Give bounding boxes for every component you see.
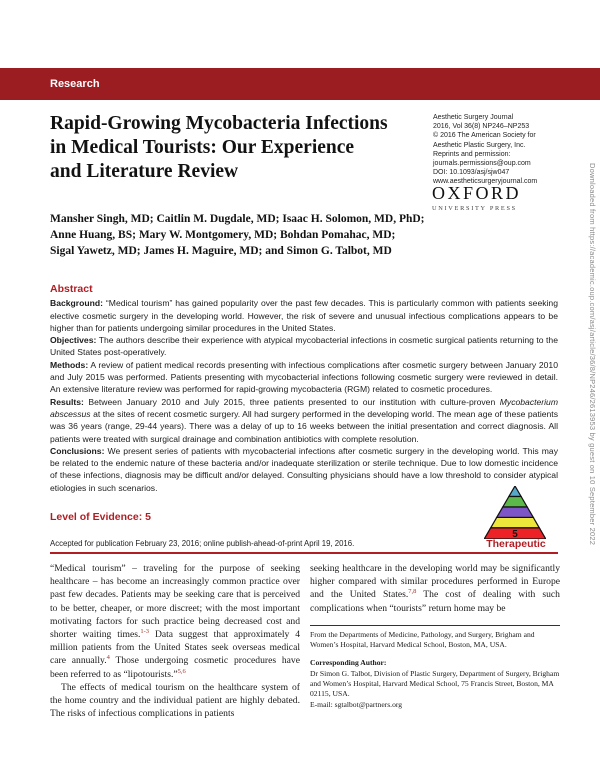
pyramid-tier-3 bbox=[497, 507, 534, 517]
abstract-section bbox=[50, 283, 558, 494]
article-title-line: Rapid-Growing Mycobacteria Infections bbox=[50, 113, 388, 134]
abstract-objectives bbox=[50, 334, 558, 359]
abstract-objectives-text: The authors describe their experience with atypical mycobacterial infections in cosmetic surgical patients returning to the United States post-operatively. bbox=[50, 335, 558, 358]
citation-ref-link[interactable]: 1-3 bbox=[140, 627, 150, 635]
body-paragraph bbox=[310, 562, 560, 615]
publisher-name: OXFORD bbox=[432, 183, 522, 203]
body-text: Those undergoing cosmetic procedures have been referred to as “lipotourists.” bbox=[50, 655, 300, 680]
journal-citation-block bbox=[433, 113, 568, 187]
download-provenance-watermark: Downloaded from https://academic.oup.com/asj/article/36/8/NP246/2613953 by guest on 10 September 2022 bbox=[588, 163, 597, 546]
abstract-results bbox=[50, 396, 558, 445]
pyramid-graphic bbox=[484, 486, 546, 539]
body-text: Data suggest that approximately 4 million patients from the United States seek overseas medical care annually. bbox=[50, 629, 300, 667]
journal-doi[interactable]: DOI: 10.1093/asj/sjw047 bbox=[433, 169, 510, 177]
journal-name: Aesthetic Surgery Journal bbox=[433, 114, 514, 121]
body-text: “Medical tourism” – traveling for the purpose of seeking healthcare – has become an increasingly common practice over past few decades. Patients may be seeking care that is perceived to be better, cheaper, or more discreet; with the most important motivating factors for such practice being decreased cost and shorter waiting times. bbox=[50, 563, 300, 641]
author-list-line: Mansher Singh, MD; Caitlin M. Dugdale, MD; Isaac H. Solomon, MD, PhD; bbox=[50, 213, 425, 225]
affiliation-note: From the Departments of Medicine, Pathology, and Surgery, Brigham and Women’s Hospital, Harvard Medical School, Boston, MA, USA. bbox=[310, 629, 535, 650]
abstract-methods-label: Methods: bbox=[50, 359, 89, 370]
abstract-conclusions bbox=[50, 445, 558, 494]
section-banner bbox=[0, 68, 600, 100]
abstract-background bbox=[50, 297, 558, 334]
journal-reprints-label: Reprints and permission: bbox=[433, 150, 511, 158]
red-divider-rule bbox=[50, 552, 558, 554]
abstract-conclusions-text: We present series of patients with mycobacterial infections after cosmetic surgery in the developing world. This may be related to the endemic nature of these bacteria and/or inadequate sterilization or sterile technique. Due to low domestic incidence of these infections, diagnosis may be difficult and/or delayed. Consulting physicians should have a low threshold to consider atypical etiologies in such scenarios. bbox=[50, 445, 558, 493]
abstract-results-label: Results: bbox=[50, 396, 84, 407]
species-name-italic: Mycobacterium abscessus bbox=[50, 396, 558, 419]
abstract-results-text: at the sites of recent cosmetic surgery. All had surgery performed in the developing world. The mean age of these patients was 36 years (range, 29-44 years). There was a delay of up to 16 weeks between the initial presentation and correct diagnosis. All patients were treated with surgical drainage and combination antibiotics with complete resolution. bbox=[50, 408, 558, 444]
journal-volume-pages: 2016, Vol 36(8) NP246–NP253 bbox=[433, 123, 530, 131]
abstract-background-text: “Medical tourism” has gained popularity over the past few decades. This is particularly common with patients seeking elective cosmetic surgery in the developing world. However, the risk of severe and unusual infectious complications appears to be higher than for patients undergoing similar procedures in the United States. bbox=[50, 298, 558, 333]
citation-ref-link[interactable]: 7,8 bbox=[408, 588, 417, 596]
corresponding-author-email[interactable]: E-mail: sgtalbot@partners.org bbox=[310, 699, 403, 709]
pyramid-tier-4 bbox=[491, 517, 540, 527]
article-title-line: and Literature Review bbox=[50, 161, 239, 182]
corresponding-author-label: Corresponding Author: bbox=[310, 658, 387, 668]
body-column-left bbox=[50, 562, 300, 720]
footnote-block bbox=[310, 625, 560, 710]
journal-website-url[interactable]: www.aestheticsurgeryjournal.com bbox=[433, 178, 538, 186]
pyramid-caption: Therapeutic bbox=[486, 538, 546, 550]
abstract-conclusions-label: Conclusions: bbox=[50, 445, 105, 456]
author-list-line: Sigal Yawetz, MD; James H. Maguire, MD; and Simon G. Talbot, MD bbox=[50, 245, 392, 257]
citation-ref-link[interactable]: 5,6 bbox=[177, 667, 186, 675]
abstract-background-label: Background: bbox=[50, 298, 103, 309]
article-title bbox=[50, 112, 420, 184]
level-of-evidence-label: Level of Evidence: 5 bbox=[50, 511, 151, 523]
body-paragraph: The effects of medical tourism on the healthcare system of the home country and the individual patient are highly debated. The risks of infectious complications in patients bbox=[50, 681, 300, 720]
abstract-methods-text: A review of patient medical records presenting with infectious complications after cosmetic surgery between January 2010 and July 2015 was performed. Patients presenting with mycobacterial infections following cosmetic surgery were reviewed in detail. An extensive literature review was performed for rapid-growing mycobacteria (RGM) related to cosmetic procedures. bbox=[50, 359, 558, 395]
publisher-subtitle: UNIVERSITY PRESS bbox=[432, 205, 517, 212]
pyramid-tier-2 bbox=[503, 496, 527, 506]
citation-ref-link[interactable]: 4 bbox=[106, 654, 110, 662]
corresponding-author-note bbox=[310, 658, 560, 709]
section-banner-label: Research bbox=[50, 78, 100, 90]
corresponding-author-address: Dr Simon G. Talbot, Division of Plastic Surgery, Department of Surgery, Brigham and Women’s Hospital, Harvard Medical School, 75 Francis Street, Boston, MA 02115, USA. bbox=[310, 668, 560, 699]
body-column-right bbox=[310, 562, 560, 718]
article-title-line: in Medical Tourists: Our Experience bbox=[50, 137, 355, 158]
level-of-evidence-pyramid-icon bbox=[484, 486, 546, 539]
author-list bbox=[50, 211, 480, 259]
journal-permissions-email[interactable]: journals.permissions@oup.com bbox=[433, 160, 531, 168]
journal-copyright-line2: Aesthetic Plastic Surgery, Inc. bbox=[433, 141, 526, 149]
body-text: The cost of dealing with such complications when “tourists” return home may be bbox=[310, 589, 560, 614]
abstract-objectives-label: Objectives: bbox=[50, 335, 97, 346]
body-paragraph bbox=[50, 562, 300, 681]
body-text: seeking healthcare in the developing world may be significantly higher compared with similar procedures performed in Europe and the United States. bbox=[310, 563, 560, 601]
accepted-for-publication-line: Accepted for publication February 23, 2016; online publish-ahead-of-print April 19, 2016. bbox=[50, 539, 355, 548]
journal-copyright-line1: © 2016 The American Society for bbox=[433, 132, 536, 140]
abstract-methods bbox=[50, 359, 558, 396]
oxford-university-press-logo bbox=[432, 183, 572, 212]
abstract-heading: Abstract bbox=[50, 283, 93, 295]
author-list-line: Anne Huang, BS; Mary W. Montgomery, MD; Bohdan Pomahac, MD; bbox=[50, 229, 396, 241]
pyramid-tier-1 bbox=[509, 486, 521, 496]
abstract-results-text: Between January 2010 and July 2015, three patients presented to our institution with culture-proven bbox=[83, 396, 500, 407]
pyramid-level-number: 5 bbox=[512, 529, 518, 539]
